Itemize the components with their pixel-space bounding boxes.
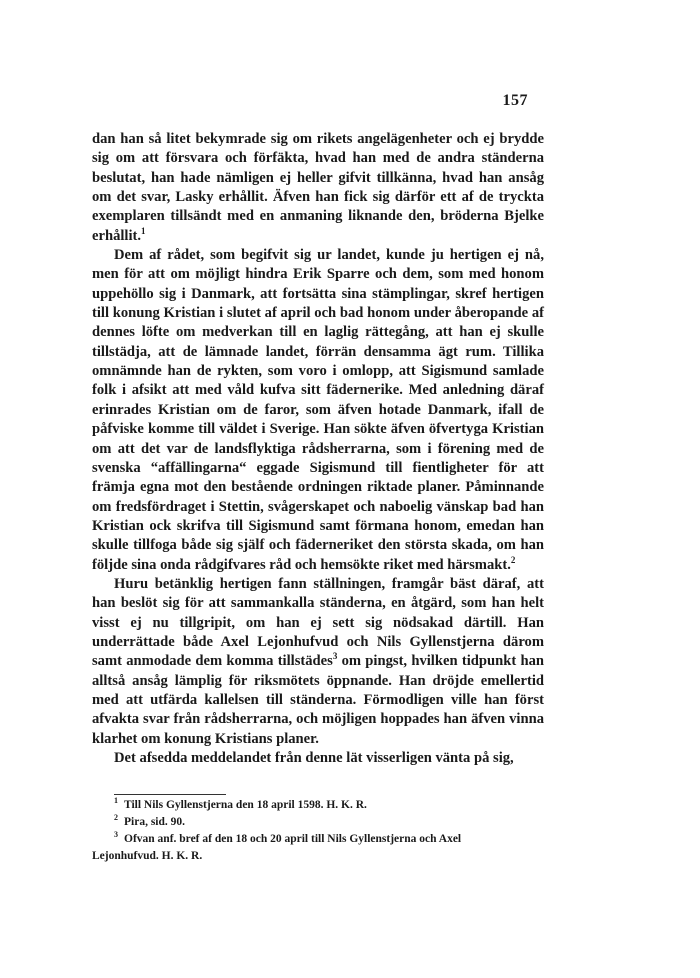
page-number: 157 bbox=[502, 92, 528, 109]
footnote-mark: 3 bbox=[114, 830, 118, 840]
paragraph bbox=[92, 749, 544, 768]
footnote-text: Lejonhufvud. H. K. R. bbox=[92, 850, 203, 862]
paragraph bbox=[92, 246, 544, 575]
footnote-mark: 1 bbox=[114, 796, 118, 806]
footnote-text: Pira, sid. 90. bbox=[124, 816, 186, 828]
footnote bbox=[92, 797, 544, 814]
body-text bbox=[92, 130, 544, 768]
footnote-text: Ofvan anf. bref af den 18 och 20 april till Nils Gyllenstjerna och Axel bbox=[124, 833, 462, 845]
paragraph bbox=[92, 575, 544, 749]
paragraph-text: dan han så litet bekymrade sig om rikets angelägenheter och ej brydde sig om att försvara och förfäkta, hvad han med de andra ständerna beslutat, han hade nämligen ej heller gifvit tillkänna, hvad han ansåg om det svar, Lasky erhållit. Äfven han fick sig därför ett af de tryckta exemplaren tillsändt med en anmaning liknande den, bröderna Bjelke erhållit. bbox=[92, 131, 544, 244]
footnotes bbox=[92, 797, 544, 865]
footnote bbox=[92, 831, 544, 848]
footnote-divider bbox=[114, 794, 226, 795]
footnote bbox=[92, 814, 544, 831]
paragraph bbox=[92, 130, 544, 246]
footnote-reference[interactable]: 1 bbox=[141, 225, 146, 236]
footnote-mark: 2 bbox=[114, 813, 118, 823]
paragraph-text: Det afsedda meddelandet från denne lät visserligen vänta på sig, bbox=[114, 750, 514, 766]
footnote-continuation bbox=[92, 848, 544, 865]
footnote-text: Till Nils Gyllenstjerna den 18 april 1598. H. K. R. bbox=[124, 799, 367, 811]
footnote-reference[interactable]: 3 bbox=[332, 651, 338, 662]
paragraph-text: Huru betänklig hertigen fann ställningen, framgår bäst däraf, att han beslöt sig för att sammankalla ständerna, en åtgärd, som han helt visst ej nu tillgripit, om han ej sett sig nödsakad därtill. Han underrättade både Axel Lejonhufvud och Nils Gyllenstjerna därom samt anmodade dem komma tillstädes bbox=[92, 575, 544, 670]
footnote-reference[interactable]: 2 bbox=[510, 554, 516, 565]
paragraph-text: om pingst, hvilken tidpunkt han alltså ansåg lämplig för riksmötets öppnande. Han dröjde emellertid med att utfärda kallelsen till ständerna. Förmodligen ville han först afvakta svar från rådsherrarna, och möjligen hoppades han äfven vinna klarhet om konung Kristians planer. bbox=[92, 653, 544, 747]
paragraph-text: Dem af rådet, som begifvit sig ur landet, kunde ju hertigen ej nå, men för att om möjligt hindra Erik Sparre och dem, som med honom uppehöllo sig i Danmark, att fortsätta sina stämplingar, skref hertigen till konung Kristian i slutet af april och bad honom under åberopande af dennes löfte om medverkan till en laglig rättegång, att han ej skulle tillstädja, att de lämnade landet, förrän densamma ägt rum. Tillika omnämnde han de rykten, som voro i omlopp, att Sigismund samlade folk i afsikt att med våld kufva sitt fädernerike. Med anledning däraf erinrades Kristian om de faror, som äfven hotade Danmark, ifall de påfviske komme till väldet i Sverige. Han sökte äfven öfvertyga Kristian om att det var de landsflyktiga rådsherrarna, som i förening med de svenska “affällingarna“ eggade Sigismund till fientligheter för att främja egna mot den bestående ordningen riktade planer. Påminnande om fredsfördraget i Stettin, svågerskapet och naboelig vänskap bad han Kristian ock skrifva till Sigismund samt förmana honom, emedan han skulle tillfoga både sig själf och fäderneriket den största skada, om han följde sina onda rådgifvares råd och hemsökte riket med härsmakt. bbox=[92, 247, 544, 573]
